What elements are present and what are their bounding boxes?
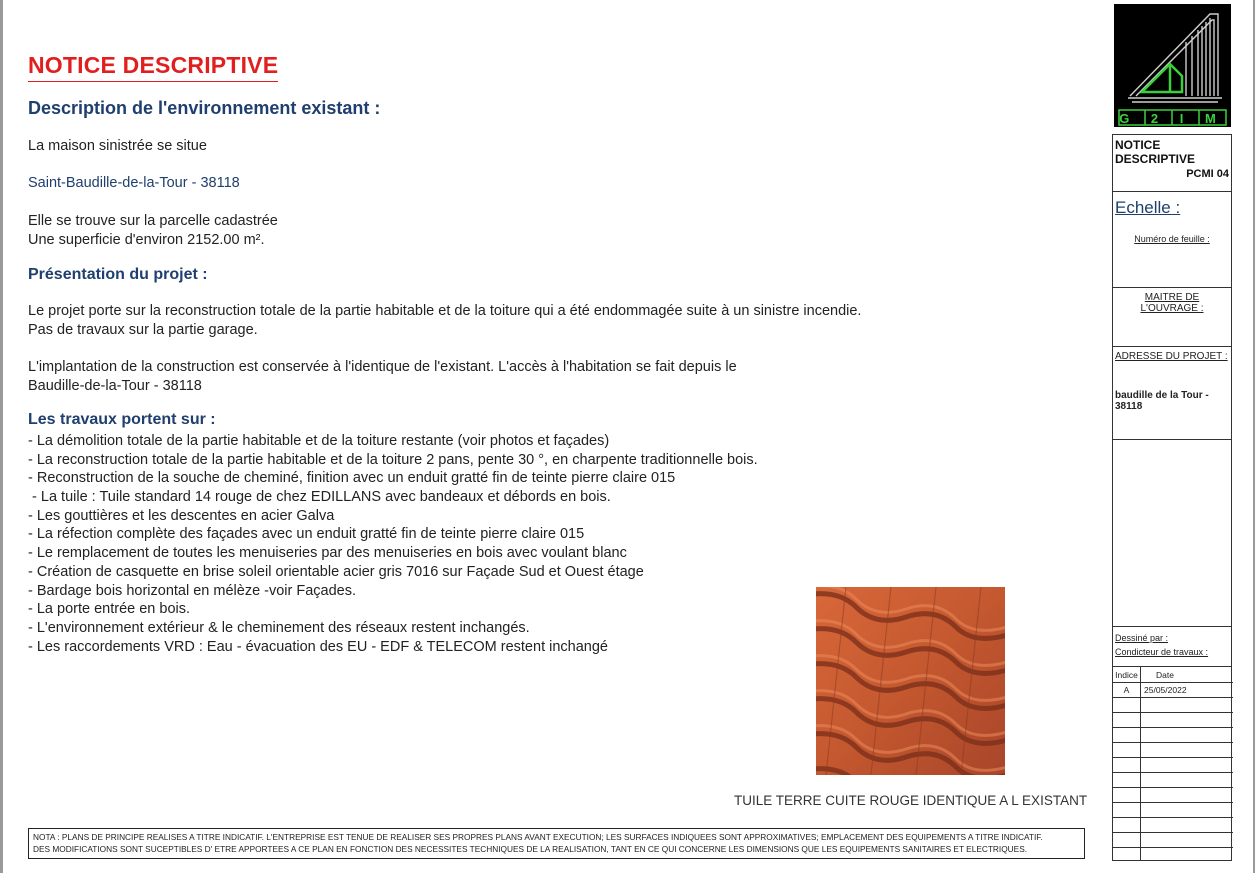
page-title: NOTICE DESCRIPTIVE — [28, 52, 278, 82]
house-logo-icon — [1114, 4, 1231, 127]
works-item: - Bardage bois horizontal en mélèze -voir Façades. — [28, 582, 357, 599]
scale-label: Echelle : — [1115, 198, 1181, 217]
page-left-border — [0, 0, 3, 873]
revision-row-line — [1113, 757, 1233, 758]
photo-caption: TUILE TERRE CUITE ROUGE IDENTIQUE A L EXISTANT — [734, 793, 1088, 808]
works-item: - Les raccordements VRD : Eau - évacuation des EU - EDF & TELECOM restent inchangé — [28, 638, 608, 655]
revision-row-line — [1113, 682, 1233, 683]
address-line-1: baudille de la Tour - — [1115, 390, 1209, 401]
owner-label-1: MAITRE DE — [1144, 292, 1200, 303]
indice-header: Indice — [1115, 670, 1138, 680]
works-item: - Le remplacement de toutes les menuiseries par des menuiseries en bois avec voulant blanc — [28, 545, 627, 562]
revision-table — [1112, 666, 1232, 861]
revision-row-line — [1113, 847, 1233, 848]
note-line-2: DES MODIFICATIONS SONT SUCEPTIBLES D' ETRE APPORTEES A CE PLAN EN FONCTION DES NECESSITES TECHNIQUES DE LA REALISATION, TANT EN CE QUI CONCERNE LES DIMENSIONS QUE LES EQUIPEMENTS SANITAIRES ET ELECTRIQUES. — [33, 843, 1028, 854]
owner-label-2: L'OUVRAGE : — [1140, 303, 1204, 314]
works-item: - La porte entrée en bois. — [28, 601, 191, 618]
works-item: - La démolition totale de la partie habitable et de la toiture restante (voir photos et façades) — [28, 433, 610, 449]
project-text-1: Le projet porte sur la reconstruction totale de la partie habitable et de la toiture qui a été endommagée suite à un sinistre incendie. — [28, 303, 862, 319]
works-list — [28, 432, 758, 656]
sheet-title-block — [1112, 134, 1232, 192]
author-block — [1112, 626, 1232, 667]
works-heading: Les travaux portent sur : — [28, 411, 216, 428]
sheet-title-line-1: NOTICE — [1115, 138, 1161, 152]
works-item: - La réfection complète des façades avec un enduit gratté fin de teinte pierre claire 015 — [28, 526, 585, 543]
env-text-1: La maison sinistrée se situe — [28, 138, 207, 154]
drawn-by-label: Dessiné par : — [1115, 633, 1169, 643]
revision-row-line — [1113, 802, 1233, 803]
title-block — [1112, 0, 1232, 873]
revision-row-line — [1113, 787, 1233, 788]
sheet-title-line-2: DESCRIPTIVE — [1115, 152, 1196, 166]
works-item: - La tuile : Tuile standard 14 rouge de chez EDILLANS avec bandeaux et débords en bois. — [28, 489, 611, 506]
revision-date: 25/05/2022 — [1144, 685, 1187, 695]
disclaimer-note — [28, 828, 1085, 859]
revision-row-line — [1113, 832, 1233, 833]
g2im-logo — [1114, 4, 1231, 127]
project-text-3: L'implantation de la construction est conservée à l'identique de l'existant. L'accès à l'habitation se fait depuis le — [28, 359, 737, 375]
works-item: - L'environnement extérieur & le cheminement des réseaux restent inchangés. — [28, 619, 530, 636]
project-text-2: Pas de travaux sur la partie garage. — [28, 322, 258, 338]
date-header: Date — [1156, 670, 1174, 680]
logo-text: G 2 I M — [1119, 111, 1225, 126]
roof-tile-image — [816, 587, 1005, 775]
project-heading: Présentation du projet : — [28, 266, 208, 283]
address-label: ADRESSE DU PROJET : — [1115, 351, 1228, 362]
works-item: - Création de casquette en brise soleil orientable acier gris 7016 sur Façade Sud et Ouest étage — [28, 563, 644, 580]
works-item: - La reconstruction totale de la partie habitable et de la toiture 2 pans, pente 30 °, en charpente traditionnelle bois. — [28, 451, 758, 468]
note-line-1: NOTA : PLANS DE PRINCIPE REALISES A TITRE INDICATIF. L'ENTREPRISE EST TENUE DE REALISER SES PROPRES PLANS AVANT EXECUTION; LES SURFACES INDIQUEES SONT APPROXIMATIVES; EMPLACEMENT DES EQUIPEMENTS A TITRE INDICATIF. — [33, 832, 1043, 842]
revision-row-line — [1113, 742, 1233, 743]
blank-block — [1112, 439, 1232, 627]
revision-row-line — [1113, 697, 1233, 698]
scale-block — [1112, 191, 1232, 288]
revision-row-line — [1113, 727, 1233, 728]
env-text-2: Elle se trouve sur la parcelle cadastrée — [28, 213, 278, 229]
revision-row-line — [1113, 817, 1233, 818]
owner-block — [1112, 287, 1232, 347]
sheet-code: PCMI 04 — [1186, 168, 1229, 180]
revision-indice: A — [1123, 685, 1130, 695]
works-item: - Les gouttières et les descentes en acier Galva — [28, 507, 335, 524]
env-address: Saint-Baudille-de-la-Tour - 38118 — [28, 175, 240, 191]
sheet-number-label: Numéro de feuille : — [1134, 234, 1210, 244]
project-text-4: Baudille-de-la-Tour - 38118 — [28, 378, 202, 394]
address-line-2: 38118 — [1115, 401, 1143, 412]
env-text-3: Une superficie d'environ 2152.00 m². — [28, 232, 265, 248]
site-manager-label: Condicteur de travaux : — [1115, 647, 1209, 657]
works-item: - Reconstruction de la souche de cheminé, finition avec un enduit gratté fin de teinte pierre claire 015 — [28, 470, 676, 487]
document-body — [28, 0, 1098, 873]
env-heading: Description de l'environnement existant : — [28, 98, 381, 118]
roof-tile-photo — [816, 587, 1005, 775]
revision-row-line — [1113, 772, 1233, 773]
address-block — [1112, 346, 1232, 440]
revision-row-line — [1113, 712, 1233, 713]
